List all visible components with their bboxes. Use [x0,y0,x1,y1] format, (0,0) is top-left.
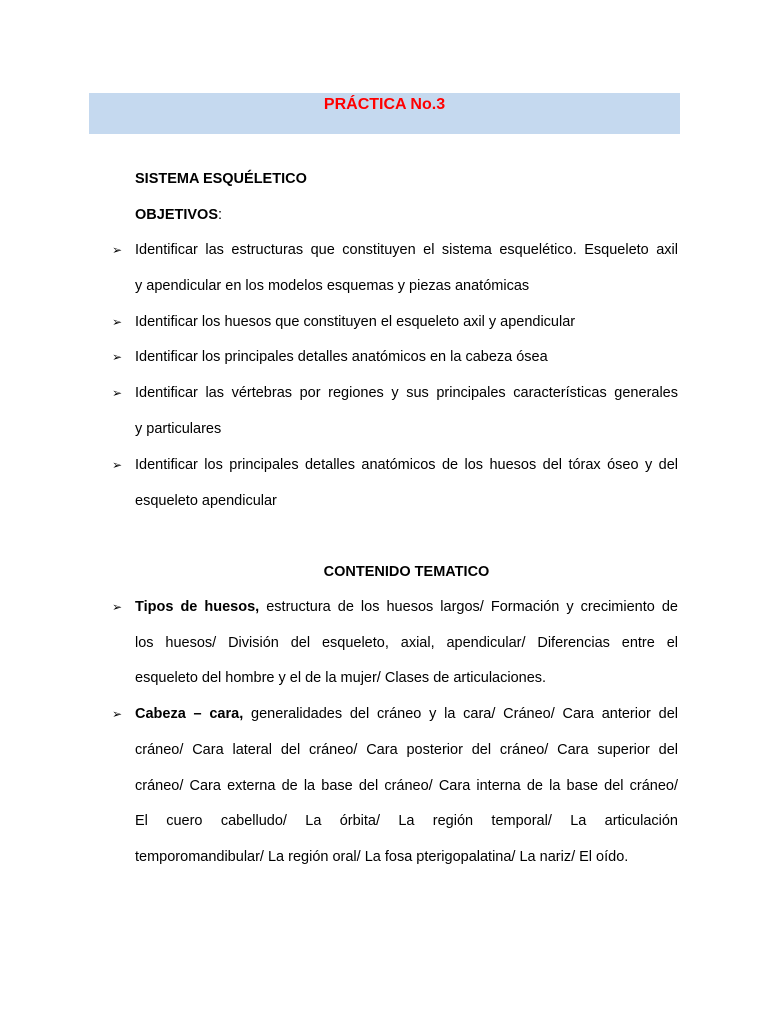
content-2-line-5: temporomandibular/ La región oral/ La fosa pterigopalatina/ La nariz/ El oído. [135,849,629,865]
content-1-line-2: los huesos/ División del esqueleto, axial, apendicular/ Diferencias entre el [135,635,678,651]
bullet-icon: ➢ [112,350,123,364]
objective-2-line-1: Identificar los huesos que constituyen el esqueleto axil y apendicular [135,314,576,330]
content-2-line-3: cráneo/ Cara externa de la base del cráneo/ Cara interna de la base del cráneo/ [135,778,678,794]
content-2-line-2: cráneo/ Cara lateral del cráneo/ Cara posterior del cráneo/ Cara superior del [135,742,678,758]
subject-heading: SISTEMA ESQUÉLETICO [135,171,307,187]
bullet-icon: ➢ [112,315,123,329]
objective-4-line-2: y particulares [135,421,222,437]
bullet-icon: ➢ [112,600,123,614]
bullet-icon: ➢ [112,243,123,257]
content-1-line-1 [135,598,678,616]
objective-4-line-1: Identificar las vértebras por regiones y sus principales características generales [135,385,678,401]
content-2-line-1 [135,705,678,723]
title-banner [89,93,680,134]
page-title: PRÁCTICA No.3 [323,96,446,113]
objective-1-line-1: Identificar las estructuras que constituyen el sistema esquelético. Esqueleto axil [135,242,678,258]
objectives-heading [135,206,222,224]
content-1-bold-term: Tipos de huesos, [135,599,260,615]
objective-1-line-2: y apendicular en los modelos esquemas y piezas anatómicas [135,278,530,294]
content-heading: CONTENIDO TEMATICO [323,564,490,580]
content-1-line-3: esqueleto del hombre y el de la mujer/ Clases de articulaciones. [135,670,547,686]
objective-5-line-2: esqueleto apendicular [135,493,277,509]
bullet-icon: ➢ [112,707,123,721]
content-1-line-1-text: estructura de los huesos largos/ Formación y crecimiento de [259,599,678,615]
objective-3-line-1: Identificar los principales detalles anatómicos en la cabeza ósea [135,349,548,365]
bullet-icon: ➢ [112,386,123,400]
objectives-label: OBJETIVOS [135,207,218,223]
objective-5-line-1: Identificar los principales detalles anatómicos de los huesos del tórax óseo y del [135,457,678,473]
bullet-icon: ➢ [112,458,123,472]
content-2-line-1-text: generalidades del cráneo y la cara/ Cráneo/ Cara anterior del [243,706,678,722]
content-2-line-4: El cuero cabelludo/ La órbita/ La región temporal/ La articulación [135,813,678,829]
objectives-colon: : [218,207,223,223]
content-2-bold-term: Cabeza – cara, [135,706,244,722]
